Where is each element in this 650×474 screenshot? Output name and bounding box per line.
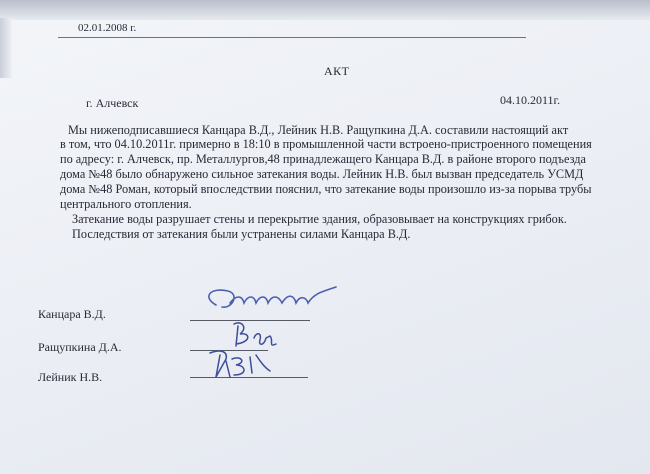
body-line: по адресу: г. Алчевск, пр. Металлургов,48 принадлежащего Канцара В.Д. в районе второго подъезда	[60, 152, 586, 166]
body-line: Затекание воды разрушает стены и перекрытие здания, образовывает на конструкциях грибок.	[72, 212, 567, 226]
signatory-name: Канцара В.Д.	[38, 307, 106, 321]
signatory-name: Лейник Н.В.	[38, 370, 103, 384]
document-title: АКТ	[324, 64, 350, 78]
body-line: Мы нижеподписавшиеся Канцара В.Д., Лейник Н.В. Ращупкина Д.А. составили настоящий акт	[68, 123, 569, 137]
signature-kancara	[196, 283, 346, 323]
body-line: центрального отопления.	[60, 197, 192, 211]
body-line: дома №48 Роман, который впоследствии пояснил, что затекание воды произошло из-за порыва трубы	[60, 182, 592, 196]
body-line: в том, что 04.10.2011г. примерно в 18:10 в промышленной части встроено-пристроенного помещения	[60, 137, 592, 151]
signature-leinik	[206, 347, 276, 383]
header-date: 02.01.2008 г.	[78, 22, 137, 34]
header-rule	[58, 37, 526, 38]
signatory-name: Ращупкина Д.А.	[38, 340, 122, 354]
body-line: Последствия от затекания были устранены силами Канцара В.Д.	[72, 227, 411, 241]
body-line: дома №48 было обнаружено сильное затекания воды. Лейник Н.В. был вызван председатель УСМД	[60, 167, 584, 181]
document-city: г. Алчевск	[86, 96, 139, 110]
scan-shadow	[0, 0, 650, 20]
scan-edge	[0, 18, 12, 78]
document-date: 04.10.2011г.	[500, 93, 561, 107]
